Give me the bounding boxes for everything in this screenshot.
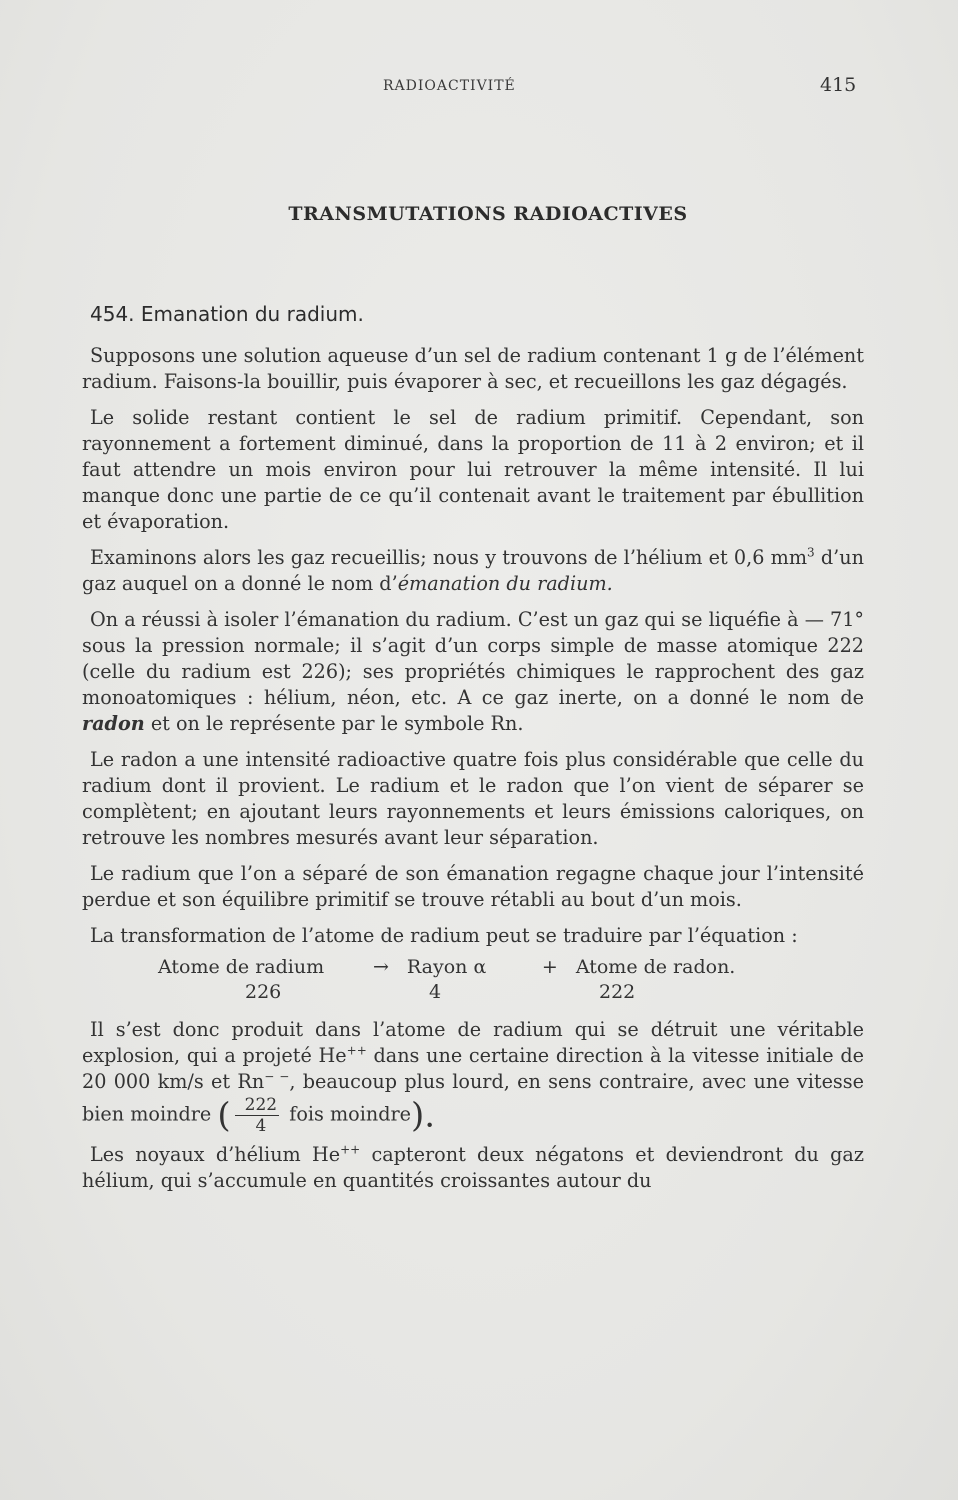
equation-term-alpha: Rayon α — [406, 956, 487, 978]
chapter-title: TRANSMUTATIONS RADIOACTIVES — [288, 203, 688, 225]
mass-alpha: 4 — [429, 981, 442, 1003]
paragraph-3-text-b: d’un gaz auquel on a donné le nom d’ — [82, 546, 864, 595]
paragraph-9 — [82, 1142, 864, 1194]
radon-term: radon — [82, 712, 145, 735]
page-number: 415 — [820, 74, 857, 96]
paragraph-9-text-a: Les noyaux d’hélium He — [90, 1143, 341, 1166]
equation-term-radon: Atome de radon. — [575, 956, 736, 978]
paragraph-3-text-a: Examinons alors les gaz recueillis; nous y trouvons de l’hélium et 0,6 mm — [90, 546, 808, 569]
paragraph-8 — [82, 1017, 864, 1136]
fraction-denominator: 4 — [255, 1116, 267, 1136]
paragraph-8-text-a: Il s’est donc produit dans l’atome de radium qui se détruit une véritable explosion, qui a projeté He — [82, 1018, 864, 1067]
paragraph-8-text-c: , beaucoup plus lourd, en sens contraire, avec une vitesse bien moindre — [82, 1070, 864, 1126]
body-text — [82, 343, 864, 1204]
paragraph-9-text-b: capteront deux négatons et deviendront du gaz hélium, qui s’accumule en quantités croissantes autour du — [82, 1143, 864, 1192]
equation-plus: + — [541, 956, 558, 978]
close-paren: ). — [411, 1095, 436, 1136]
running-head: RADIOACTIVITÉ — [383, 78, 516, 94]
paragraph-4-text-a: On a réussi à isoler l’émanation du radium. C’est un gaz qui se liquéfie à — 71° sous la pression normale; il s’agit d’un corps simple de masse atomique 222 (celle du radium est 226); ses propriétés chimiques le rapprochent des gaz monoatomiques : hélium, néon, etc. A ce gaz inerte, on a donné le nom de — [82, 608, 864, 709]
paragraph-2: Le solide restant contient le sel de radium primitif. Cependant, son rayonnement a fortement diminué, dans la proportion de 11 à 2 environ; et il faut attendre un mois environ pour lui retrouver la même intensité. Il lui manque donc une partie de ce qu’il contenait avant le traitement par ébullition et évaporation. — [82, 406, 864, 533]
mass-radium: 226 — [245, 981, 282, 1003]
paragraph-4 — [82, 607, 864, 737]
helium-charge-2: ++ — [340, 1142, 361, 1157]
decay-equation — [82, 955, 864, 1005]
section-heading: 454. Emanation du radium. — [90, 302, 364, 326]
mass-ratio-fraction — [235, 1095, 279, 1136]
fraction-numerator: 222 — [235, 1095, 279, 1116]
radon-charge: − − — [264, 1069, 290, 1084]
cubic-superscript: 3 — [807, 545, 815, 560]
paragraph-4-text-b: et on le représente par le symbole Rn. — [144, 712, 524, 735]
equation-masses — [82, 980, 864, 1005]
open-paren: ( — [217, 1095, 231, 1136]
paragraph-6: Le radium que l’on a séparé de son émanation regagne chaque jour l’intensité perdue et son équilibre primitif se trouve rétabli au bout d’un mois. — [82, 862, 864, 911]
mass-radon: 222 — [599, 981, 636, 1003]
paragraph-7: La transformation de l’atome de radium peut se traduire par l’équation : — [90, 924, 798, 947]
paragraph-5: Le radon a une intensité radioactive quatre fois plus considérable que celle du radium dont il provient. Le radium et le radon que l’on vient de séparer se complètent; en ajoutant leurs rayonnements et leurs émissions caloriques, on retrouve les nombres mesurés avant leur séparation. — [82, 748, 864, 849]
helium-charge: ++ — [346, 1043, 367, 1058]
paragraph-1: Supposons une solution aqueuse d’un sel de radium contenant 1 g de l’élément radium. Faisons-la bouillir, puis évaporer à sec, et recueillons les gaz dégagés. — [82, 344, 864, 393]
emanation-term: émanation du radium. — [397, 572, 613, 595]
equation-arrow: → — [373, 956, 389, 978]
paragraph-8-text-b: dans une certaine direction à la vitesse initiale de 20 000 km/s et Rn — [82, 1044, 865, 1093]
fraction-text: fois moindre — [289, 1102, 412, 1126]
equation-term-radium: Atome de radium — [158, 956, 325, 978]
equation-terms — [82, 955, 864, 980]
paragraph-3 — [82, 545, 864, 597]
